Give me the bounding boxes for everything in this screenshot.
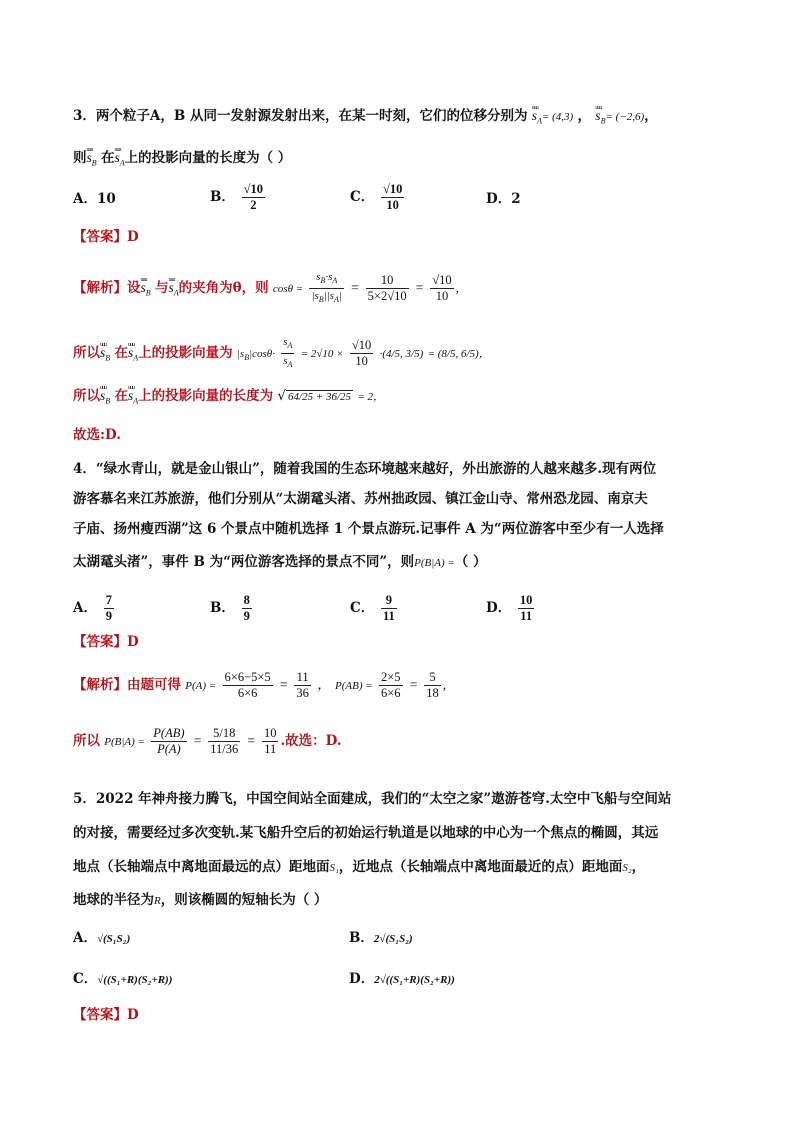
q4-option-d-den: 11: [520, 609, 533, 623]
q4-line4b: （ ）: [454, 554, 487, 570]
q3-analysis3-vec-sa: uuu $s_A$: [128, 386, 138, 412]
q5-line4-r: R: [154, 895, 161, 907]
q3-stem-line1: [73, 106, 658, 132]
q4-option-a-fraction: [104, 593, 114, 624]
q3-analysis-1c: 的夹角为θ，则: [178, 280, 269, 297]
q4-analysis-frac1-res-den: 36: [296, 686, 309, 700]
q5-option-a-label: A．: [73, 930, 97, 946]
q5-option-c-label: C．: [73, 971, 98, 987]
q3-line2-a: 则: [73, 150, 87, 166]
q3-analysis-frac1-num: 10: [366, 273, 409, 289]
q5-option-d-expr: 2√((S₁+R)(S₂+R)): [374, 974, 455, 986]
q5-option-d[interactable]: [349, 969, 455, 990]
q4-analysis-line1: 【解析】由题可得 P(A) = $\frac{6\times 6-5\times 5}{6\times 6}$ = $\frac{11}{36}$ ， P(AB) = $\frac{2\times 5}{6\times 6}$ = $\frac{5}{18}$ ,: [73, 670, 447, 700]
q3-analysis-3c: 上的投影向量的长度为: [138, 388, 274, 404]
q4-stem-line3: 子庙、扬州瘦西湖”这 6 个景点中随机选择 1 个景点游玩.记事件 A 为“两位游客中至少有一人选择: [73, 521, 664, 537]
q3-analysis-3b: 在: [114, 388, 128, 404]
q4-analysis-line2: 所以 P(B|A) = $\frac{P(AB)}{P(A)}$ = $\frac{5/18}{11/36}$ = $\frac{10}{11}$ .故选：D.: [73, 726, 342, 756]
q3-analysis-frac1: [366, 273, 409, 304]
q5-option-b-label: B．: [349, 930, 374, 946]
q3-analysis-cos: cosθ =: [272, 283, 304, 296]
q4-analysis-2-stack: [208, 726, 240, 757]
q4-analysis-2-res: [262, 726, 279, 757]
q3-vector-sa-2: uuu $s_A$: [114, 148, 124, 174]
q3-option-c-num: √10: [382, 182, 403, 196]
q4-line4-expr: P(B|A) =: [414, 557, 455, 569]
q4-option-d-num: 10: [519, 593, 533, 607]
q3-analysis-3a: 所以: [73, 388, 100, 404]
q3-analysis-frac2: [430, 273, 453, 304]
q4-option-d-label: D．: [486, 600, 512, 616]
q3-stem-text: A，B 从同一发射源发射出来，在某一时刻，它们的位移分别为: [149, 108, 528, 124]
q4-analysis-frac2-res: [424, 670, 441, 701]
q3-conclusion: 故选:D.: [73, 427, 121, 443]
q3-analysis2-vec-sa: uuu $s_A$: [128, 343, 138, 369]
q5-line3-s1: S₁: [329, 862, 339, 874]
q3-line2-b: 在: [100, 150, 115, 166]
q3-vector-sb: uuu $s_B$: [595, 106, 605, 132]
q4-option-c-fraction: [381, 593, 397, 624]
q3-option-c[interactable]: [350, 182, 406, 213]
q4-analysis-frac2-res-num: 5: [424, 670, 441, 686]
q5-line3a: 地点（长轴端点中离地面最远的点）距地面: [73, 859, 330, 875]
q5-stem-line1: 5．2022 年神舟接力腾飞，中国空间站全面建成，我们的“太空之家”遨游苍穹.太空中飞船与空间站: [73, 791, 672, 807]
q3-analysis3-tail: = 2，: [357, 391, 385, 403]
q4-analysis-2a: 所以: [73, 733, 100, 749]
q3-option-d-value: 2: [511, 191, 521, 207]
q3-option-b[interactable]: [210, 182, 267, 213]
q4-analysis-frac1: [223, 670, 273, 701]
q4-option-b-den: 9: [243, 609, 250, 623]
q4-analysis-2-expr: P(B|A) =: [104, 736, 145, 748]
q4-analysis-1a: 【解析】由题可得: [73, 677, 181, 693]
q3-option-b-label: B．: [210, 189, 235, 205]
q3-analysis2-modulus: $|s_B|\cos\theta\cdot$: [236, 348, 275, 363]
q4-line4a: 太湖鼋头渚”，事件 B 为“两位游客选择的景点不同”，则: [73, 554, 415, 570]
q4-option-c-label: C．: [350, 600, 375, 616]
q5-option-a-expr: √(S₁S₂): [96, 933, 131, 945]
q3-analysis-frac2-den: 10: [435, 289, 449, 304]
q4-analysis-frac2: [379, 670, 403, 701]
q4-option-b[interactable]: [210, 593, 254, 624]
q4-analysis-frac1-num: 6×6−5×5: [224, 670, 271, 684]
q3-analysis2-tail: = (8/5, 6/5)，: [427, 348, 490, 361]
q3-stem-end: ，: [644, 108, 658, 124]
q3-analysis-vec-sb: uuu $s_B$: [141, 278, 151, 304]
q3-analysis-frac1-den: 5×2√10: [367, 289, 407, 304]
q5-option-c[interactable]: [73, 969, 172, 990]
q3-analysis-2a: 所以: [73, 345, 100, 362]
q5-line3c: ，: [631, 859, 646, 875]
q3-option-b-num: √10: [243, 182, 263, 196]
q3-answer: 【答案】D: [73, 229, 139, 245]
q4-option-c[interactable]: [350, 593, 399, 624]
q4-analysis-frac1-res: [294, 670, 311, 701]
q4-stem-line4: [73, 552, 487, 573]
q3-option-d-label: D．: [486, 191, 512, 207]
q4-analysis-frac2-res-den: 18: [426, 686, 439, 700]
q3-analysis-line3: 所以uuu $s_B$ 在uuu $s_A$上的投影向量的长度为 √ 64/25 + 36/25 = 2，: [73, 386, 384, 412]
q5-line4b: ，则该椭圆的短轴长为（ ）: [160, 892, 328, 908]
q3-analysis-line1: 【解析】设uuu $s_B$ 与uuu $s_A$的夹角为θ，则 cosθ = $\frac{s_B\cdot s_A}{|s_B||s_A|}$ = $\frac{10}{5\times 2√10}$ = $\frac{√10}{10}$ ,: [73, 270, 459, 307]
q3-analysis2-frac: $\frac{√10}{10}$: [351, 338, 372, 369]
q4-analysis-frac1-den: 6×6: [237, 686, 258, 700]
q4-option-c-num: 9: [381, 593, 397, 609]
q4-stem-line1: 4．“绿水青山，就是金山银山”，随着我国的生态环境越来越好，外出旅游的人越来越多.现有两位: [73, 461, 657, 477]
q5-option-b[interactable]: [349, 928, 413, 949]
q3-vector-sb-2: uuu $s_B$: [87, 148, 97, 174]
q3-sb-value: = (−2,6): [605, 111, 645, 123]
q3-option-b-fraction: [242, 182, 265, 213]
q4-answer: 【答案】D: [73, 634, 139, 650]
q4-option-d-fraction: [518, 593, 535, 624]
q4-option-b-num: 8: [243, 593, 250, 607]
q5-option-d-label: D．: [349, 971, 375, 987]
q5-option-b-expr: 2√(S₁S₂): [373, 933, 413, 945]
q4-analysis-2-frac-num: P(AB): [153, 726, 185, 740]
q3-analysis-2b: 在: [114, 345, 128, 362]
q3-analysis-vec-sa: uuu $s_A$: [168, 278, 178, 304]
q4-option-a-den: 9: [105, 609, 112, 623]
q5-line3-s2: S₂: [622, 862, 632, 874]
q3-option-a[interactable]: [73, 189, 116, 209]
q4-analysis-2-res-den: 11: [264, 742, 277, 756]
q3-option-b-den: 2: [250, 198, 257, 212]
q3-option-a-label: A．: [73, 191, 97, 207]
q4-option-b-fraction: [242, 593, 252, 624]
q5-option-c-expr: √((S₁+R)(S₂+R)): [97, 974, 173, 986]
q3-vector-sa: uuu $s_A$: [532, 106, 542, 132]
q4-option-c-den: 11: [382, 609, 395, 623]
q3-sa-value: = (4,3): [541, 111, 574, 123]
q4-option-d[interactable]: [486, 593, 536, 624]
q3-comma: ，: [577, 108, 591, 124]
q4-option-b-label: B．: [210, 600, 235, 616]
q3-analysis-dot-fraction: $\frac{s_B\cdot s_A}{|s_B||s_A|}$: [311, 271, 342, 305]
q4-analysis-pab: P(AB) =: [335, 680, 373, 692]
q4-analysis-2-stack-top: 5/18: [208, 726, 240, 742]
q3-stem-number: 3．两个粒子: [73, 108, 150, 124]
q5-line3b: ，近地点（长轴端点中离地面最近的点）距地面: [338, 859, 623, 875]
q3-stem-line2: [73, 148, 291, 174]
q3-analysis-2c: 上的投影向量为: [138, 345, 233, 362]
q4-analysis-frac1-res-num: 11: [294, 670, 311, 686]
q5-stem-line4: [73, 890, 327, 911]
q3-analysis3-vec-sb: uuu $s_B$: [100, 386, 110, 412]
q4-option-a-label: A．: [73, 600, 97, 616]
q4-analysis-2-frac: [151, 726, 186, 757]
q4-analysis-2-frac-den: P(A): [157, 742, 181, 756]
q3-analysis2-unit-vector: $\frac{s_A}{s_A}$: [283, 336, 293, 370]
q5-answer: 【答案】D: [73, 1007, 139, 1023]
q3-analysis-1a: 【解析】设: [73, 280, 141, 297]
q4-analysis-2-stack-bot: 11/36: [210, 742, 239, 756]
q3-option-c-den: 10: [386, 198, 399, 212]
q3-analysis-line2: 所以uuu $s_B$ 在uuu $s_A$上的投影向量为 $|s_B|\cos\theta\cdot$ $\frac{s_A}{s_A}$ = 2√10 × $\frac{√10}{10}$ ·(4/5, 3/5) = (8/5, 6/5)，: [73, 335, 490, 372]
q3-option-c-label: C．: [350, 189, 375, 205]
q3-analysis3-sqrt: 64/25 + 36/25: [288, 391, 352, 403]
q3-analysis-frac2-num: √10: [432, 273, 452, 288]
q4-stem-line2: 游客慕名来江苏旅游，他们分别从“太湖鼋头渚、苏州拙政园、镇江金山寺、常州恐龙园、南京夫: [73, 491, 648, 507]
q3-line2-c: 上的投影向量的长度为（ ）: [124, 150, 292, 166]
q4-analysis-2-res-num: 10: [263, 726, 277, 740]
q4-analysis-frac2-num: 2×5: [380, 670, 401, 684]
q4-analysis-2-tail: .故选：D.: [280, 733, 342, 749]
q3-option-d[interactable]: [486, 189, 521, 209]
q5-line4a: 地球的半径为: [73, 892, 154, 908]
q3-analysis2-expr: = 2√10 ×: [300, 348, 344, 361]
q4-option-a[interactable]: [73, 593, 116, 624]
q5-stem-line2: 的对接，需要经过多次变轨.某飞船升空后的初始运行轨道是以地球的中心为一个焦点的椭圆，其远: [73, 825, 659, 841]
q3-option-c-fraction: [381, 182, 404, 213]
q4-analysis-frac2-den: 6×6: [380, 686, 401, 700]
q5-stem-line3: [73, 857, 645, 878]
q3-option-a-value: 10: [96, 191, 116, 207]
q5-option-a[interactable]: [73, 928, 130, 949]
q3-analysis-1b: 与: [154, 280, 169, 297]
q3-analysis2-vec-sb: uuu $s_B$: [100, 343, 110, 369]
q4-option-a-num: 7: [105, 593, 112, 607]
q4-analysis-pa: P(A) =: [185, 680, 217, 692]
